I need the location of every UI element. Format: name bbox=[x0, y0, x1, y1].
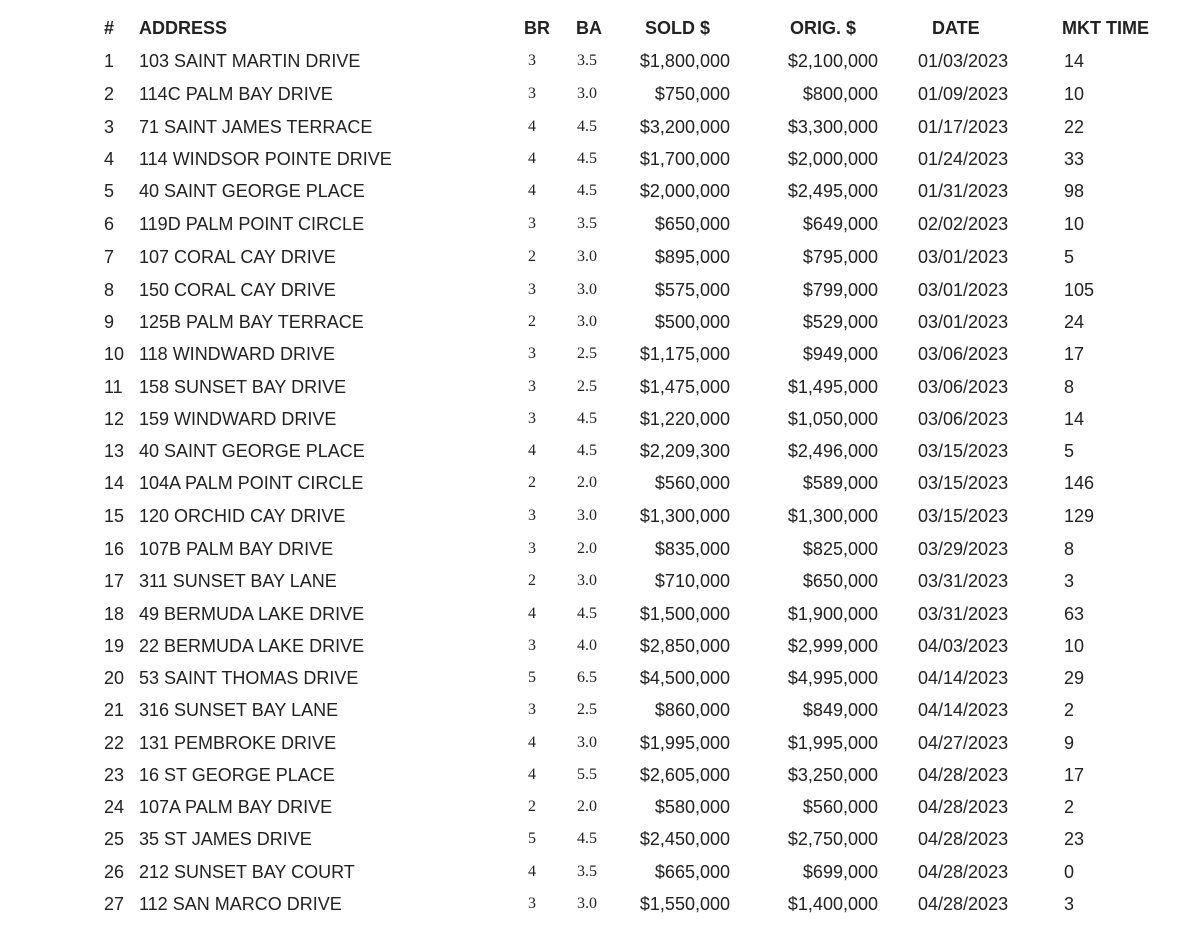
row-address: 112 SAN MARCO DRIVE bbox=[139, 894, 342, 914]
header-original: ORIG. $ bbox=[790, 18, 857, 38]
row-sold: $1,300,000 bbox=[639, 506, 730, 526]
row-bedrooms: 3 bbox=[528, 637, 536, 654]
row-address: 158 SUNSET BAY DRIVE bbox=[139, 377, 347, 397]
row-date: 04/27/2023 bbox=[918, 733, 1009, 753]
row-bedrooms: 3 bbox=[528, 701, 536, 718]
row-sold: $1,475,000 bbox=[639, 377, 730, 397]
row-original: $1,400,000 bbox=[787, 894, 878, 914]
row-date: 01/31/2023 bbox=[918, 181, 1009, 201]
table-row bbox=[0, 208, 1200, 240]
row-number: 25 bbox=[104, 829, 125, 849]
row-sold: $1,700,000 bbox=[639, 149, 730, 169]
row-number: 18 bbox=[104, 604, 125, 624]
row-original: $799,000 bbox=[802, 280, 878, 300]
row-original: $2,999,000 bbox=[787, 636, 878, 656]
row-mkt-time: 63 bbox=[1064, 604, 1085, 624]
row-date: 03/01/2023 bbox=[918, 247, 1009, 267]
row-date: 04/28/2023 bbox=[918, 862, 1009, 882]
row-mkt-time: 33 bbox=[1064, 149, 1085, 169]
row-date: 02/02/2023 bbox=[918, 214, 1009, 234]
row-baths: 3.0 bbox=[577, 507, 597, 524]
row-date: 03/15/2023 bbox=[918, 473, 1009, 493]
row-address: 131 PEMBROKE DRIVE bbox=[139, 733, 337, 753]
row-address: 40 SAINT GEORGE PLACE bbox=[139, 441, 365, 461]
row-bedrooms: 3 bbox=[528, 52, 536, 69]
row-sold: $1,550,000 bbox=[639, 894, 730, 914]
row-address: 22 BERMUDA LAKE DRIVE bbox=[139, 636, 365, 656]
row-number: 6 bbox=[104, 214, 115, 234]
row-bedrooms: 2 bbox=[528, 798, 536, 815]
row-bedrooms: 4 bbox=[528, 863, 536, 880]
table-row bbox=[0, 45, 1200, 77]
row-bedrooms: 3 bbox=[528, 85, 536, 102]
row-number: 21 bbox=[104, 700, 125, 720]
row-original: $2,496,000 bbox=[787, 441, 878, 461]
row-original: $1,995,000 bbox=[787, 733, 878, 753]
row-bedrooms: 4 bbox=[528, 150, 536, 167]
row-address: 71 SAINT JAMES TERRACE bbox=[139, 117, 373, 137]
row-sold: $665,000 bbox=[654, 862, 730, 882]
row-date: 03/29/2023 bbox=[918, 539, 1009, 559]
row-original: $1,495,000 bbox=[787, 377, 878, 397]
row-address: 212 SUNSET BAY COURT bbox=[139, 862, 355, 882]
table-row bbox=[0, 598, 1200, 630]
row-address: 103 SAINT MARTIN DRIVE bbox=[139, 51, 361, 71]
table-row bbox=[0, 175, 1200, 207]
row-sold: $895,000 bbox=[654, 247, 730, 267]
row-baths: 4.5 bbox=[577, 605, 597, 622]
row-mkt-time: 23 bbox=[1064, 829, 1085, 849]
row-baths: 4.5 bbox=[577, 118, 597, 135]
row-baths: 4.5 bbox=[577, 150, 597, 167]
row-original: $589,000 bbox=[802, 473, 878, 493]
row-bedrooms: 3 bbox=[528, 215, 536, 232]
row-address: 150 CORAL CAY DRIVE bbox=[139, 280, 336, 300]
table-row bbox=[0, 662, 1200, 694]
row-bedrooms: 2 bbox=[528, 248, 536, 265]
row-bedrooms: 4 bbox=[528, 442, 536, 459]
row-number: 9 bbox=[104, 312, 115, 332]
row-original: $849,000 bbox=[802, 700, 878, 720]
table-row bbox=[0, 856, 1200, 888]
row-date: 03/06/2023 bbox=[918, 377, 1009, 397]
table-row bbox=[0, 435, 1200, 467]
row-mkt-time: 5 bbox=[1064, 247, 1075, 267]
row-mkt-time: 10 bbox=[1064, 636, 1085, 656]
row-sold: $580,000 bbox=[654, 797, 730, 817]
row-address: 159 WINDWARD DRIVE bbox=[139, 409, 337, 429]
row-bedrooms: 2 bbox=[528, 572, 536, 589]
row-number: 11 bbox=[104, 377, 123, 397]
row-baths: 3.0 bbox=[577, 895, 597, 912]
row-address: 49 BERMUDA LAKE DRIVE bbox=[139, 604, 365, 624]
row-original: $2,000,000 bbox=[787, 149, 878, 169]
row-baths: 2.0 bbox=[577, 540, 597, 557]
row-bedrooms: 3 bbox=[528, 540, 536, 557]
row-mkt-time: 129 bbox=[1064, 506, 1095, 526]
row-date: 03/31/2023 bbox=[918, 571, 1009, 591]
row-address: 311 SUNSET BAY LANE bbox=[139, 571, 337, 591]
row-date: 04/28/2023 bbox=[918, 797, 1009, 817]
row-mkt-time: 5 bbox=[1064, 441, 1075, 461]
row-address: 114 WINDSOR POINTE DRIVE bbox=[139, 149, 392, 169]
row-mkt-time: 9 bbox=[1064, 733, 1075, 753]
row-baths: 3.0 bbox=[577, 734, 597, 751]
row-baths: 3.5 bbox=[577, 863, 597, 880]
header-mkt-time: MKT TIME bbox=[1062, 18, 1149, 38]
table-row bbox=[0, 338, 1200, 370]
row-sold: $3,200,000 bbox=[639, 117, 730, 137]
row-baths: 5.5 bbox=[577, 766, 597, 783]
row-original: $560,000 bbox=[802, 797, 878, 817]
table-row bbox=[0, 274, 1200, 306]
row-date: 04/14/2023 bbox=[918, 700, 1009, 720]
row-original: $2,495,000 bbox=[787, 181, 878, 201]
row-date: 03/01/2023 bbox=[918, 312, 1009, 332]
row-address: 119D PALM POINT CIRCLE bbox=[139, 214, 365, 234]
row-mkt-time: 24 bbox=[1064, 312, 1085, 332]
row-sold: $710,000 bbox=[654, 571, 730, 591]
table-row bbox=[0, 306, 1200, 338]
row-baths: 2.0 bbox=[577, 474, 597, 491]
row-original: $800,000 bbox=[802, 84, 878, 104]
row-original: $529,000 bbox=[802, 312, 878, 332]
row-sold: $560,000 bbox=[654, 473, 730, 493]
row-mkt-time: 10 bbox=[1064, 84, 1085, 104]
row-bedrooms: 4 bbox=[528, 118, 536, 135]
row-number: 22 bbox=[104, 733, 125, 753]
table-row bbox=[0, 727, 1200, 759]
row-mkt-time: 3 bbox=[1064, 894, 1075, 914]
row-baths: 2.5 bbox=[577, 378, 597, 395]
row-address: 107 CORAL CAY DRIVE bbox=[139, 247, 336, 267]
row-original: $699,000 bbox=[802, 862, 878, 882]
row-number: 5 bbox=[104, 181, 115, 201]
row-bedrooms: 2 bbox=[528, 313, 536, 330]
row-bedrooms: 3 bbox=[528, 895, 536, 912]
table-row bbox=[0, 630, 1200, 662]
table-row bbox=[0, 565, 1200, 597]
row-mkt-time: 29 bbox=[1064, 668, 1085, 688]
row-number: 4 bbox=[104, 149, 115, 169]
row-date: 03/06/2023 bbox=[918, 409, 1009, 429]
row-sold: $1,175,000 bbox=[639, 344, 730, 364]
row-number: 1 bbox=[104, 51, 115, 71]
row-mkt-time: 2 bbox=[1064, 797, 1075, 817]
table-row bbox=[0, 759, 1200, 791]
row-number: 27 bbox=[104, 894, 125, 914]
row-address: 114C PALM BAY DRIVE bbox=[139, 84, 333, 104]
row-original: $649,000 bbox=[802, 214, 878, 234]
table-row bbox=[0, 533, 1200, 565]
row-baths: 4.5 bbox=[577, 442, 597, 459]
row-sold: $500,000 bbox=[654, 312, 730, 332]
table-row bbox=[0, 403, 1200, 435]
row-address: 118 WINDWARD DRIVE bbox=[139, 344, 336, 364]
row-mkt-time: 0 bbox=[1064, 862, 1075, 882]
row-baths: 2.0 bbox=[577, 798, 597, 815]
row-number: 10 bbox=[104, 344, 125, 364]
row-number: 24 bbox=[104, 797, 125, 817]
row-number: 16 bbox=[104, 539, 125, 559]
row-date: 01/17/2023 bbox=[918, 117, 1009, 137]
row-date: 04/28/2023 bbox=[918, 894, 1009, 914]
row-mkt-time: 8 bbox=[1064, 377, 1075, 397]
table-row bbox=[0, 888, 1200, 920]
row-number: 19 bbox=[104, 636, 125, 656]
row-original: $949,000 bbox=[802, 344, 878, 364]
table-row bbox=[0, 143, 1200, 175]
table-row bbox=[0, 791, 1200, 823]
row-number: 3 bbox=[104, 117, 115, 137]
row-address: 107B PALM BAY DRIVE bbox=[139, 539, 334, 559]
row-mkt-time: 14 bbox=[1064, 51, 1085, 71]
table-row bbox=[0, 500, 1200, 532]
row-number: 13 bbox=[104, 441, 125, 461]
row-address: 35 ST JAMES DRIVE bbox=[139, 829, 312, 849]
row-address: 125B PALM BAY TERRACE bbox=[139, 312, 364, 332]
row-baths: 4.5 bbox=[577, 410, 597, 427]
row-number: 15 bbox=[104, 506, 125, 526]
row-sold: $1,220,000 bbox=[639, 409, 730, 429]
row-original: $3,300,000 bbox=[787, 117, 878, 137]
row-address: 16 ST GEORGE PLACE bbox=[139, 765, 335, 785]
header-date: DATE bbox=[932, 18, 980, 38]
row-number: 26 bbox=[104, 862, 125, 882]
row-baths: 3.0 bbox=[577, 313, 597, 330]
row-address: 104A PALM POINT CIRCLE bbox=[139, 473, 364, 493]
row-date: 03/06/2023 bbox=[918, 344, 1009, 364]
row-date: 03/15/2023 bbox=[918, 506, 1009, 526]
row-number: 8 bbox=[104, 280, 115, 300]
row-sold: $1,500,000 bbox=[639, 604, 730, 624]
header-baths: BA bbox=[576, 18, 602, 38]
row-date: 03/01/2023 bbox=[918, 280, 1009, 300]
row-sold: $2,450,000 bbox=[639, 829, 730, 849]
row-address: 120 ORCHID CAY DRIVE bbox=[139, 506, 346, 526]
row-bedrooms: 2 bbox=[528, 474, 536, 491]
row-baths: 3.5 bbox=[577, 215, 597, 232]
row-sold: $4,500,000 bbox=[639, 668, 730, 688]
row-sold: $2,209,300 bbox=[639, 441, 730, 461]
row-date: 04/28/2023 bbox=[918, 765, 1009, 785]
row-address: 107A PALM BAY DRIVE bbox=[139, 797, 333, 817]
row-mkt-time: 98 bbox=[1064, 181, 1085, 201]
row-bedrooms: 4 bbox=[528, 766, 536, 783]
row-sold: $750,000 bbox=[654, 84, 730, 104]
row-number: 20 bbox=[104, 668, 125, 688]
row-bedrooms: 5 bbox=[528, 669, 536, 686]
row-number: 7 bbox=[104, 247, 115, 267]
row-date: 04/03/2023 bbox=[918, 636, 1009, 656]
table-header bbox=[0, 12, 1200, 44]
row-original: $2,100,000 bbox=[787, 51, 878, 71]
row-mkt-time: 14 bbox=[1064, 409, 1085, 429]
row-mkt-time: 17 bbox=[1064, 765, 1085, 785]
row-sold: $575,000 bbox=[654, 280, 730, 300]
header-address: ADDRESS bbox=[139, 18, 228, 38]
row-sold: $1,995,000 bbox=[639, 733, 730, 753]
row-original: $1,050,000 bbox=[787, 409, 878, 429]
table-row bbox=[0, 111, 1200, 143]
row-sold: $2,605,000 bbox=[639, 765, 730, 785]
row-mkt-time: 8 bbox=[1064, 539, 1075, 559]
table-row bbox=[0, 694, 1200, 726]
row-mkt-time: 22 bbox=[1064, 117, 1085, 137]
row-mkt-time: 146 bbox=[1064, 473, 1095, 493]
row-mkt-time: 3 bbox=[1064, 571, 1075, 591]
row-date: 04/28/2023 bbox=[918, 829, 1009, 849]
row-date: 04/14/2023 bbox=[918, 668, 1009, 688]
row-date: 03/15/2023 bbox=[918, 441, 1009, 461]
row-date: 03/31/2023 bbox=[918, 604, 1009, 624]
row-bedrooms: 3 bbox=[528, 281, 536, 298]
row-original: $650,000 bbox=[802, 571, 878, 591]
row-bedrooms: 4 bbox=[528, 605, 536, 622]
row-address: 40 SAINT GEORGE PLACE bbox=[139, 181, 365, 201]
row-sold: $2,000,000 bbox=[639, 181, 730, 201]
row-date: 01/24/2023 bbox=[918, 149, 1009, 169]
row-bedrooms: 3 bbox=[528, 507, 536, 524]
row-original: $3,250,000 bbox=[787, 765, 878, 785]
row-sold: $2,850,000 bbox=[639, 636, 730, 656]
row-number: 12 bbox=[104, 409, 125, 429]
row-number: 17 bbox=[104, 571, 125, 591]
row-date: 01/09/2023 bbox=[918, 84, 1009, 104]
row-baths: 3.0 bbox=[577, 248, 597, 265]
row-baths: 3.0 bbox=[577, 572, 597, 589]
row-bedrooms: 4 bbox=[528, 182, 536, 199]
row-original: $1,300,000 bbox=[787, 506, 878, 526]
row-sold: $835,000 bbox=[654, 539, 730, 559]
row-sold: $860,000 bbox=[654, 700, 730, 720]
row-sold: $1,800,000 bbox=[639, 51, 730, 71]
row-mkt-time: 10 bbox=[1064, 214, 1085, 234]
table-row bbox=[0, 467, 1200, 499]
row-original: $1,900,000 bbox=[787, 604, 878, 624]
row-bedrooms: 3 bbox=[528, 345, 536, 362]
header-sold: SOLD $ bbox=[645, 18, 711, 38]
row-mkt-time: 2 bbox=[1064, 700, 1075, 720]
row-mkt-time: 17 bbox=[1064, 344, 1085, 364]
row-baths: 2.5 bbox=[577, 345, 597, 362]
table-row bbox=[0, 241, 1200, 273]
row-baths: 2.5 bbox=[577, 701, 597, 718]
row-original: $825,000 bbox=[802, 539, 878, 559]
row-bedrooms: 4 bbox=[528, 734, 536, 751]
row-number: 2 bbox=[104, 84, 115, 104]
row-mkt-time: 105 bbox=[1064, 280, 1095, 300]
row-baths: 4.5 bbox=[577, 182, 597, 199]
table-row bbox=[0, 78, 1200, 110]
row-baths: 3.0 bbox=[577, 281, 597, 298]
row-bedrooms: 3 bbox=[528, 410, 536, 427]
row-baths: 4.0 bbox=[577, 637, 597, 654]
table-row bbox=[0, 823, 1200, 855]
row-original: $795,000 bbox=[802, 247, 878, 267]
row-sold: $650,000 bbox=[654, 214, 730, 234]
row-original: $4,995,000 bbox=[787, 668, 878, 688]
row-baths: 3.0 bbox=[577, 85, 597, 102]
row-date: 01/03/2023 bbox=[918, 51, 1009, 71]
row-bedrooms: 5 bbox=[528, 830, 536, 847]
row-original: $2,750,000 bbox=[787, 829, 878, 849]
row-address: 316 SUNSET BAY LANE bbox=[139, 700, 339, 720]
table-row bbox=[0, 371, 1200, 403]
row-number: 23 bbox=[104, 765, 125, 785]
row-baths: 3.5 bbox=[577, 52, 597, 69]
row-baths: 4.5 bbox=[577, 830, 597, 847]
row-number: 14 bbox=[104, 473, 125, 493]
header-number: # bbox=[104, 18, 115, 38]
row-baths: 6.5 bbox=[577, 669, 597, 686]
row-address: 53 SAINT THOMAS DRIVE bbox=[139, 668, 359, 688]
row-bedrooms: 3 bbox=[528, 378, 536, 395]
header-bedrooms: BR bbox=[524, 18, 550, 38]
